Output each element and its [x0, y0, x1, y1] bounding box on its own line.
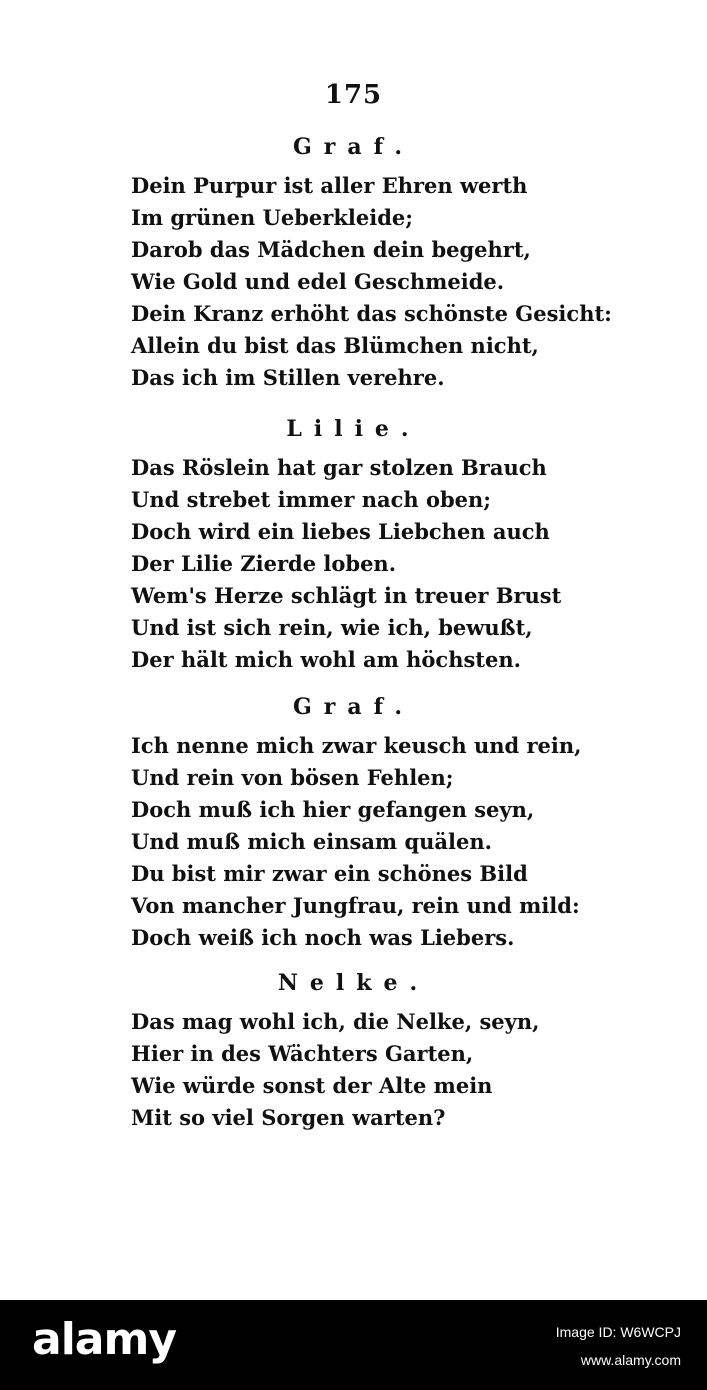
speaker-heading: Nelke.	[277, 970, 430, 996]
verse-line: Darob das Mädchen dein begehrt,	[131, 237, 531, 262]
verse-line: Das mag wohl ich, die Nelke, seyn,	[131, 1009, 540, 1034]
verse-line: Und strebet immer nach oben;	[131, 487, 492, 512]
alamy-logo: alamy	[32, 1314, 176, 1365]
website-url: www.alamy.com	[580, 1352, 681, 1368]
speaker-heading: Graf.	[293, 134, 414, 160]
verse-line: Und rein von bösen Fehlen;	[131, 765, 454, 790]
verse-line: Doch muß ich hier gefangen seyn,	[131, 797, 535, 822]
image-id-label: Image ID: W6WCPJ	[555, 1324, 681, 1340]
verse-line: Doch wird ein liebes Liebchen auch	[131, 519, 550, 544]
verse-line: Wie würde sonst der Alte mein	[131, 1073, 493, 1098]
stanza-nelke	[0, 966, 707, 1134]
verse-line: Ich nenne mich zwar keusch und rein,	[131, 733, 582, 758]
verse-line: Das Röslein hat gar stolzen Brauch	[131, 455, 547, 480]
verse-line: Wem's Herze schlägt in treuer Brust	[131, 583, 562, 608]
verse-line: Das ich im Stillen verehre.	[131, 365, 445, 390]
verse-lines	[131, 452, 707, 676]
page-number: 175	[324, 80, 383, 110]
stanza-graf-1	[0, 130, 707, 394]
verse-line: Mit so viel Sorgen warten?	[131, 1105, 446, 1130]
verse-line: Dein Kranz erhöht das schönste Gesicht:	[131, 301, 612, 326]
verse-line: Dein Purpur ist aller Ehren werth	[131, 173, 528, 198]
verse-line: Von mancher Jungfrau, rein und mild:	[131, 893, 580, 918]
verse-line: Du bist mir zwar ein schönes Bild	[131, 861, 528, 886]
stanza-lilie	[0, 412, 707, 676]
verse-line: Doch weiß ich noch was Liebers.	[131, 925, 515, 950]
watermark-footer	[0, 1300, 707, 1390]
verse-line: Im grünen Ueberkleide;	[131, 205, 414, 230]
verse-line: Der Lilie Zierde loben.	[131, 551, 397, 576]
verse-line: Der hält mich wohl am höchsten.	[131, 647, 521, 672]
speaker-heading: Lilie.	[286, 416, 421, 442]
stanza-graf-2	[0, 690, 707, 954]
verse-line: Allein du bist das Blümchen nicht,	[131, 333, 539, 358]
verse-lines	[131, 730, 707, 954]
verse-line: Und muß mich einsam quälen.	[131, 829, 492, 854]
verse-line: Wie Gold und edel Geschmeide.	[131, 269, 505, 294]
verse-lines	[131, 1006, 707, 1134]
speaker-heading: Graf.	[293, 694, 414, 720]
verse-line: Hier in des Wächters Garten,	[131, 1041, 474, 1066]
verse-lines	[131, 170, 707, 394]
verse-line: Und ist sich rein, wie ich, bewußt,	[131, 615, 533, 640]
